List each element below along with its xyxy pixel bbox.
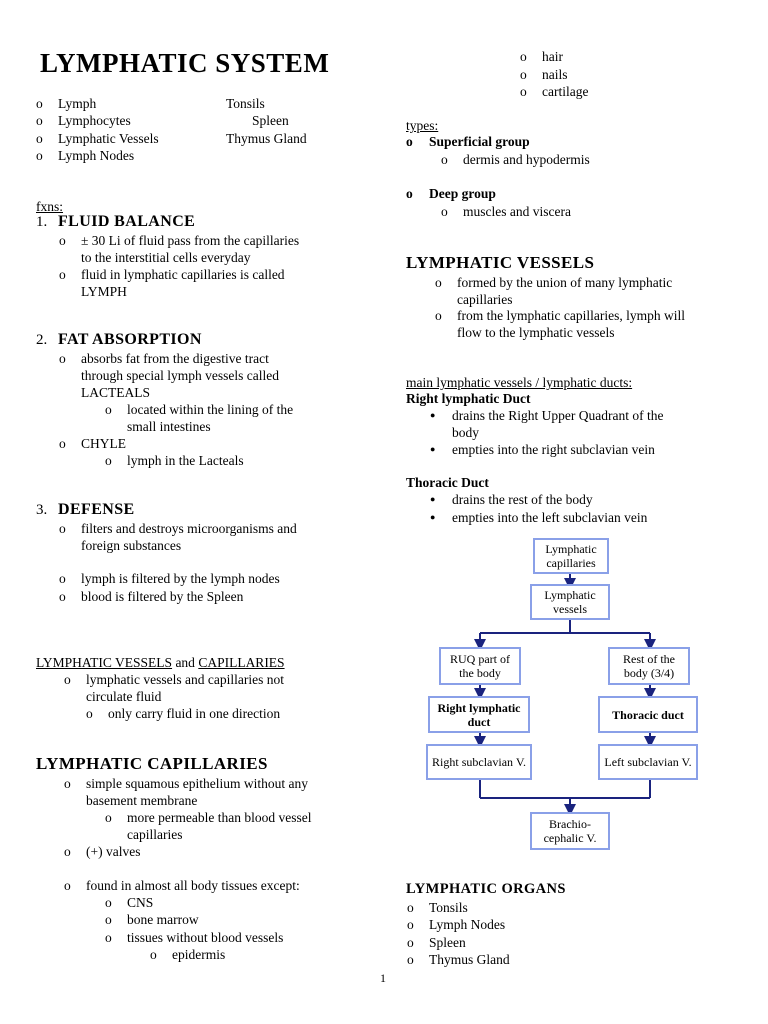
- heading-lymphatic-vessels: LYMPHATIC VESSELS: [406, 253, 595, 272]
- list-item: LYMPH: [81, 284, 127, 299]
- flow-box-ruq: RUQ part of the body: [439, 647, 521, 685]
- list-item: o hair: [542, 48, 563, 66]
- section-number: 2.: [36, 332, 48, 348]
- flow-box-left-subclavian: Left subclavian V.: [598, 744, 698, 780]
- list-item: o CHYLE: [81, 435, 126, 453]
- bullet-marker: o: [406, 186, 413, 201]
- heading-defense: DEFENSE: [58, 501, 135, 518]
- list-item: o (+) valves: [86, 843, 140, 861]
- list-item: o simple squamous epithelium without any: [86, 775, 308, 793]
- subheading-deep: Deep group: [429, 186, 496, 201]
- list-item: Thymus Gland: [226, 131, 307, 146]
- list-item: ● empties into the right subclavian vein: [452, 441, 655, 459]
- list-item: o epidermis: [172, 946, 225, 964]
- flow-box-right-subclavian: Right subclavian V.: [426, 744, 532, 780]
- heading-lymphatic-capillaries: LYMPHATIC CAPILLARIES: [36, 754, 268, 773]
- bullet-marker: o: [406, 134, 413, 149]
- heading-fat-absorption: FAT ABSORPTION: [58, 331, 202, 348]
- list-item: o dermis and hypodermis: [463, 151, 590, 169]
- list-item: small intestines: [127, 419, 211, 434]
- heading-part: LYMPHATIC VESSELS: [36, 655, 173, 670]
- section-number: 1.: [36, 214, 48, 230]
- list-item: o Thymus Gland: [429, 951, 510, 969]
- list-item: Spleen: [252, 113, 289, 128]
- flow-box-brachiocephalic: Brachio-cephalic V.: [530, 812, 610, 850]
- list-item: o lymphatic vessels and capillaries not: [86, 671, 284, 689]
- list-item: o blood is filtered by the Spleen: [81, 588, 243, 606]
- list-item: o Spleen: [429, 934, 466, 952]
- list-item: ● drains the Right Upper Quadrant of the: [452, 407, 663, 425]
- list-item: o more permeable than blood vessel: [127, 809, 311, 827]
- flow-box-right-lymphatic-duct: Right lymphatic duct: [428, 696, 530, 733]
- list-item: o from the lymphatic capillaries, lymph will: [457, 307, 685, 325]
- list-item: flow to the lymphatic vessels: [457, 325, 615, 340]
- list-item: o lymph in the Lacteals: [127, 452, 244, 470]
- list-item: o Tonsils: [429, 899, 468, 917]
- heading-lymphatic-organs: LYMPHATIC ORGANS: [406, 881, 566, 897]
- fxns-label: fxns:: [36, 199, 63, 214]
- heading-part: CAPILLARIES: [198, 655, 285, 670]
- flow-box-lymphatic-vessels: Lymphatic vessels: [530, 584, 610, 620]
- list-item: o located within the lining of the: [127, 401, 293, 419]
- ducts-label: main lymphatic vessels / lymphatic ducts:: [406, 375, 633, 390]
- list-item: o muscles and viscera: [463, 203, 571, 221]
- heading-part: and: [172, 655, 199, 670]
- list-item: foreign substances: [81, 538, 182, 553]
- subheading-thoracic-duct: Thoracic Duct: [406, 475, 489, 490]
- page-title: LYMPHATIC SYSTEM: [40, 48, 330, 78]
- list-item: to the interstitial cells everyday: [81, 250, 251, 265]
- list-item: o bone marrow: [127, 911, 199, 929]
- list-item: through special lymph vessels called: [81, 368, 279, 383]
- heading-fluid-balance: FLUID BALANCE: [58, 213, 196, 230]
- list-item: o cartilage: [542, 83, 588, 101]
- list-item: capillaries: [127, 827, 183, 842]
- list-item: capillaries: [457, 292, 513, 307]
- list-item: body: [452, 425, 479, 440]
- list-item: circulate fluid: [86, 689, 162, 704]
- list-item: LACTEALS: [81, 385, 150, 400]
- flow-box-rest-of-body: Rest of the body (3/4): [608, 647, 690, 685]
- flow-box-lymphatic-capillaries: Lymphatic capillaries: [533, 538, 609, 574]
- types-label: types:: [406, 118, 439, 133]
- list-item: ● empties into the left subclavian vein: [452, 509, 647, 527]
- subheading-right-duct: Right lymphatic Duct: [406, 391, 531, 406]
- list-item: o found in almost all body tissues except:: [86, 877, 300, 895]
- list-item: o Lymph Nodes: [429, 916, 505, 934]
- list-item: o Lymph: [58, 95, 96, 113]
- page-number: 1: [380, 971, 386, 985]
- list-item: Tonsils: [226, 96, 265, 111]
- list-item: o Lymphocytes: [58, 112, 131, 130]
- list-item: o nails: [542, 66, 568, 84]
- list-item: o absorbs fat from the digestive tract: [81, 350, 269, 368]
- list-item: o ± 30 Li of fluid pass from the capillaries: [81, 232, 299, 250]
- list-item: o Lymph Nodes: [58, 147, 134, 165]
- list-item: o CNS: [127, 894, 153, 912]
- flow-box-thoracic-duct: Thoracic duct: [598, 696, 698, 733]
- list-item: o fluid in lymphatic capillaries is called: [81, 266, 285, 284]
- list-item: o Lymphatic Vessels: [58, 130, 159, 148]
- list-item: o filters and destroys microorganisms and: [81, 520, 297, 538]
- list-item: o formed by the union of many lymphatic: [457, 274, 672, 292]
- list-item: ● drains the rest of the body: [452, 491, 593, 509]
- section-number: 3.: [36, 502, 48, 518]
- subheading-superficial: Superficial group: [429, 134, 530, 149]
- list-item: o tissues without blood vessels: [127, 929, 283, 947]
- list-item: basement membrane: [86, 793, 198, 808]
- list-item: o only carry fluid in one direction: [108, 705, 280, 723]
- list-item: o lymph is filtered by the lymph nodes: [81, 570, 280, 588]
